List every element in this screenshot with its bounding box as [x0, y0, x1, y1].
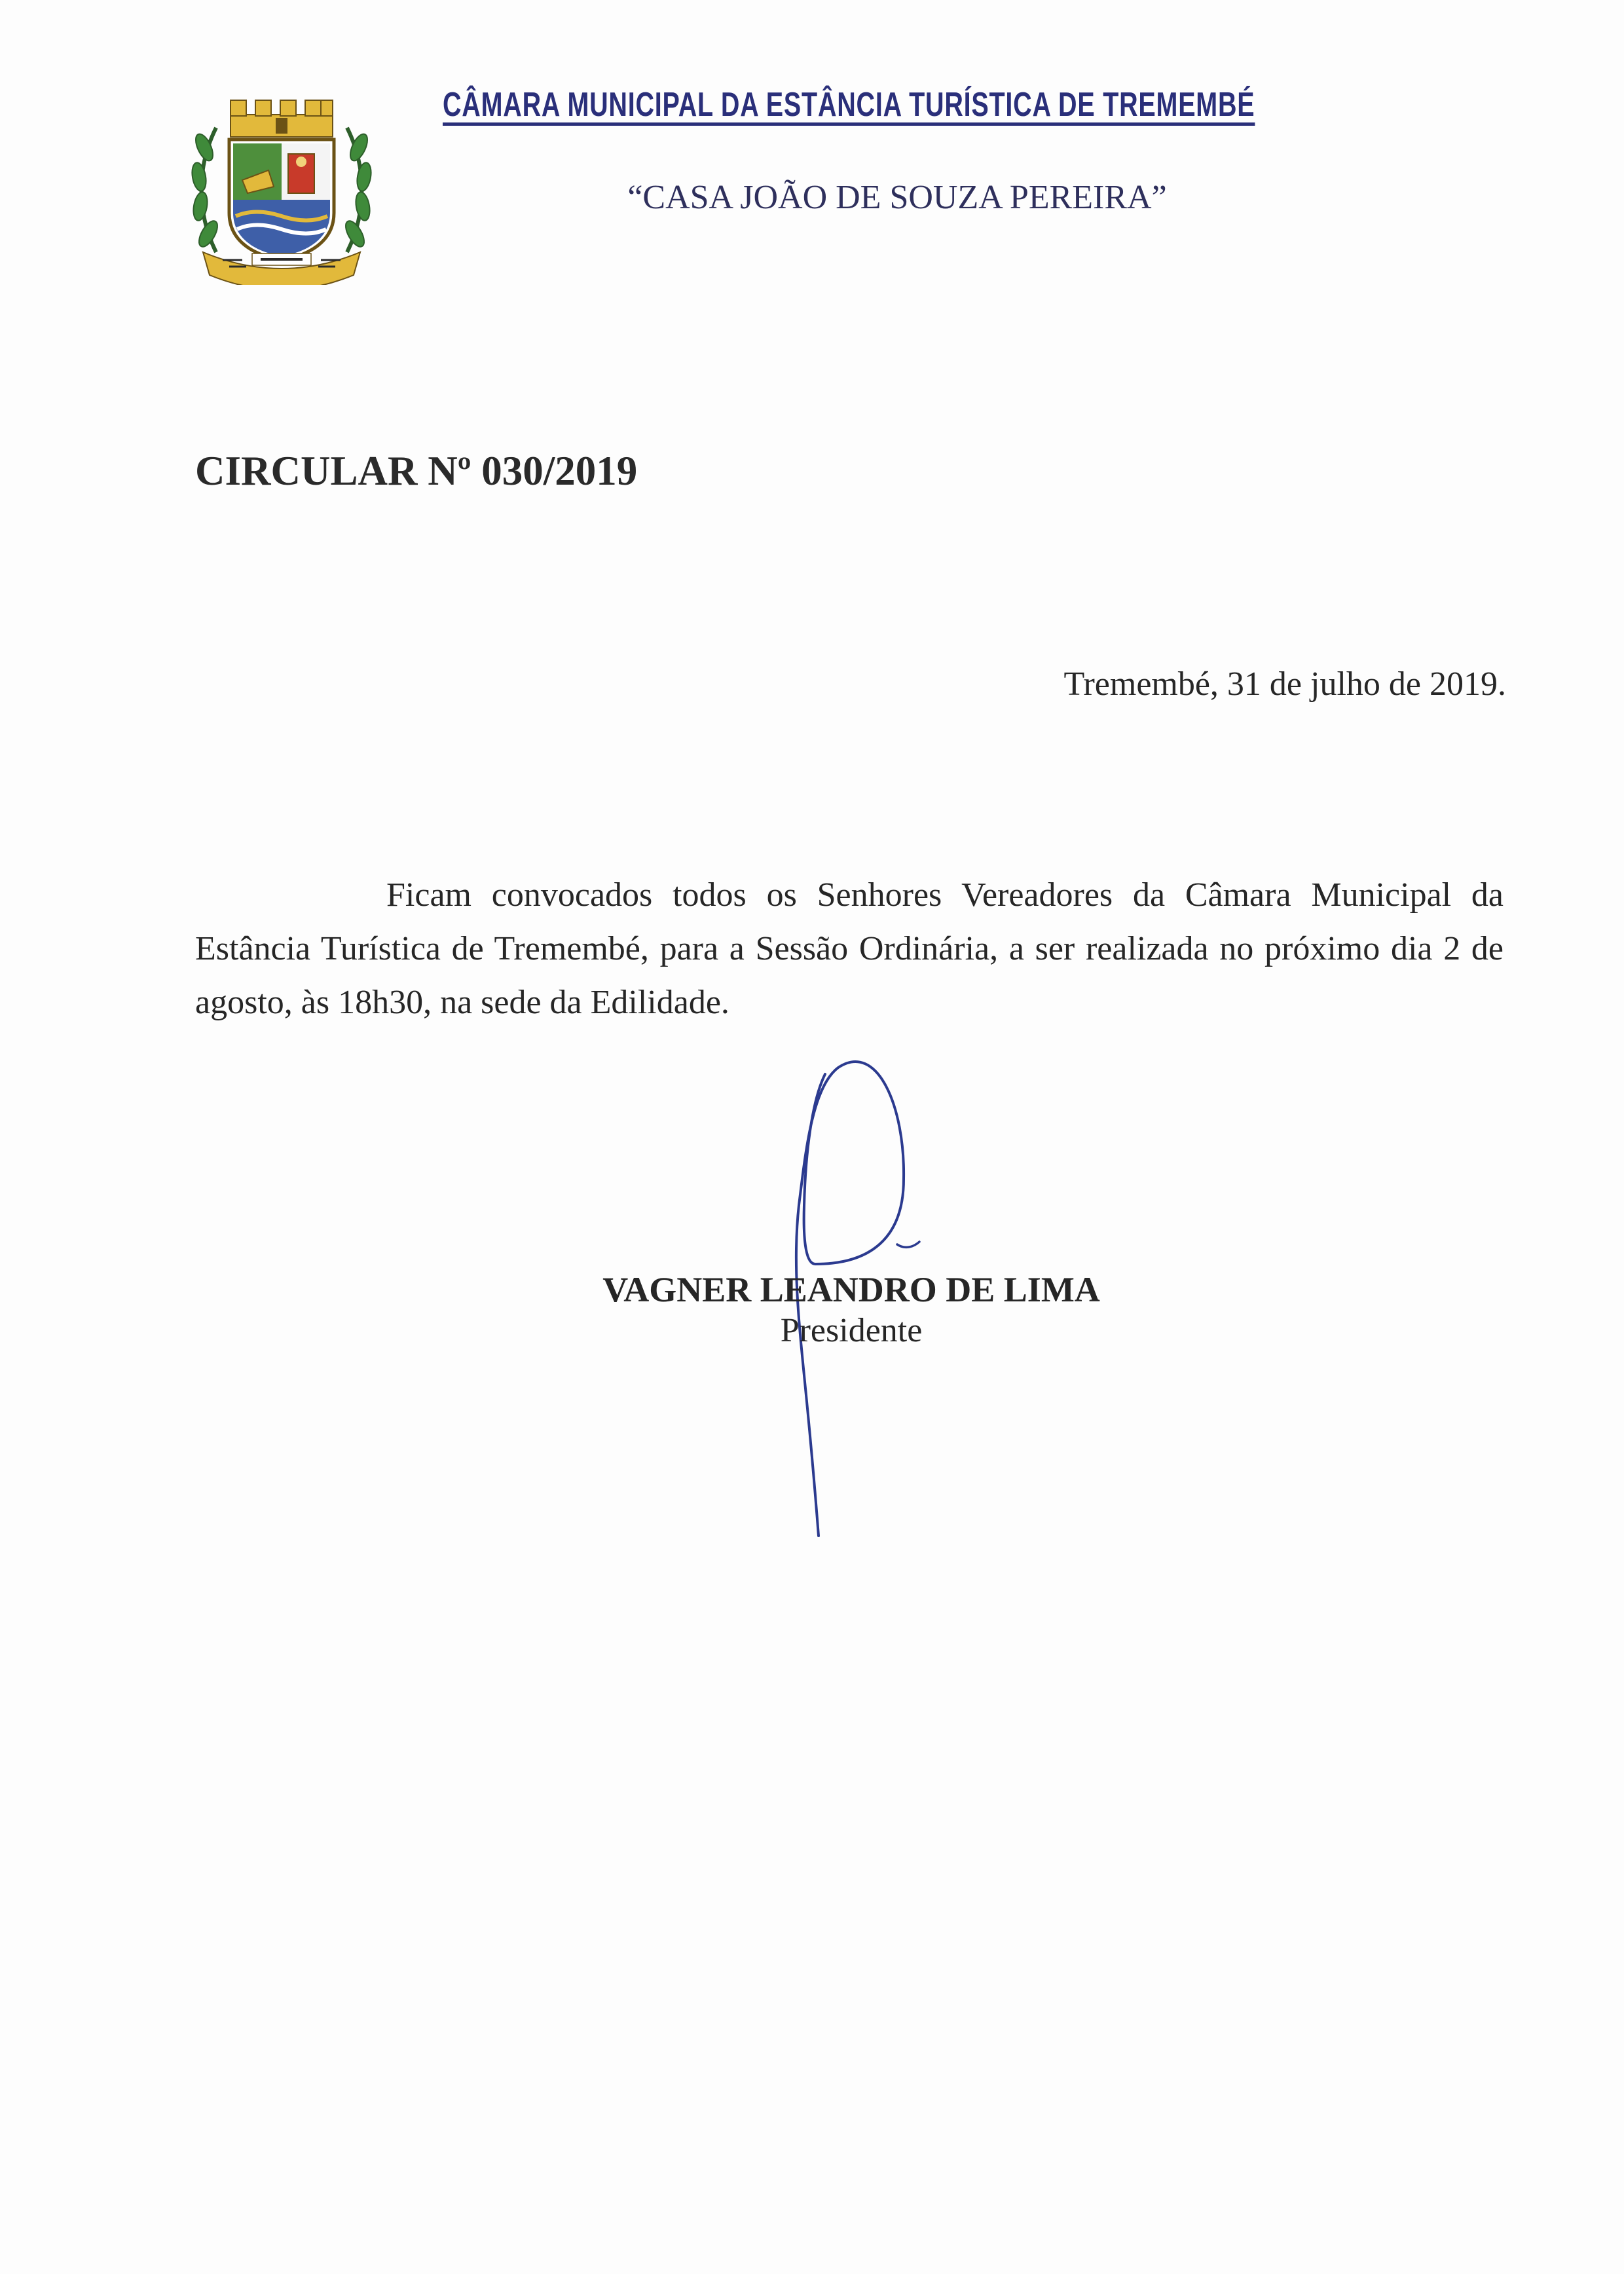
signer-role: Presidente	[780, 1312, 923, 1349]
date-line: Tremembé, 31 de julho de 2019.	[1063, 665, 1506, 703]
signer-name: VAGNER LEANDRO DE LIMA	[602, 1270, 1100, 1309]
organization-name: CÂMARA MUNICIPAL DA ESTÂNCIA TURÍSTICA DE TREMEMBÉ	[443, 86, 1255, 124]
house-name-subtitle: “CASA JOÃO DE SOUZA PEREIRA”	[627, 179, 1167, 216]
circular-body: Ficam convocados todos os Senhores Vereadores da Câmara Municipal da Estância Turística de Tremembé, para a Sessão Ordinária, a ser realizada no próximo dia 2 de agosto, às 18h30, na sede da Edilidade.	[195, 876, 1504, 1021]
mural-crown	[231, 100, 333, 137]
circular-title: CIRCULAR Nº 030/2019	[195, 448, 638, 494]
crest-banner	[203, 252, 360, 285]
